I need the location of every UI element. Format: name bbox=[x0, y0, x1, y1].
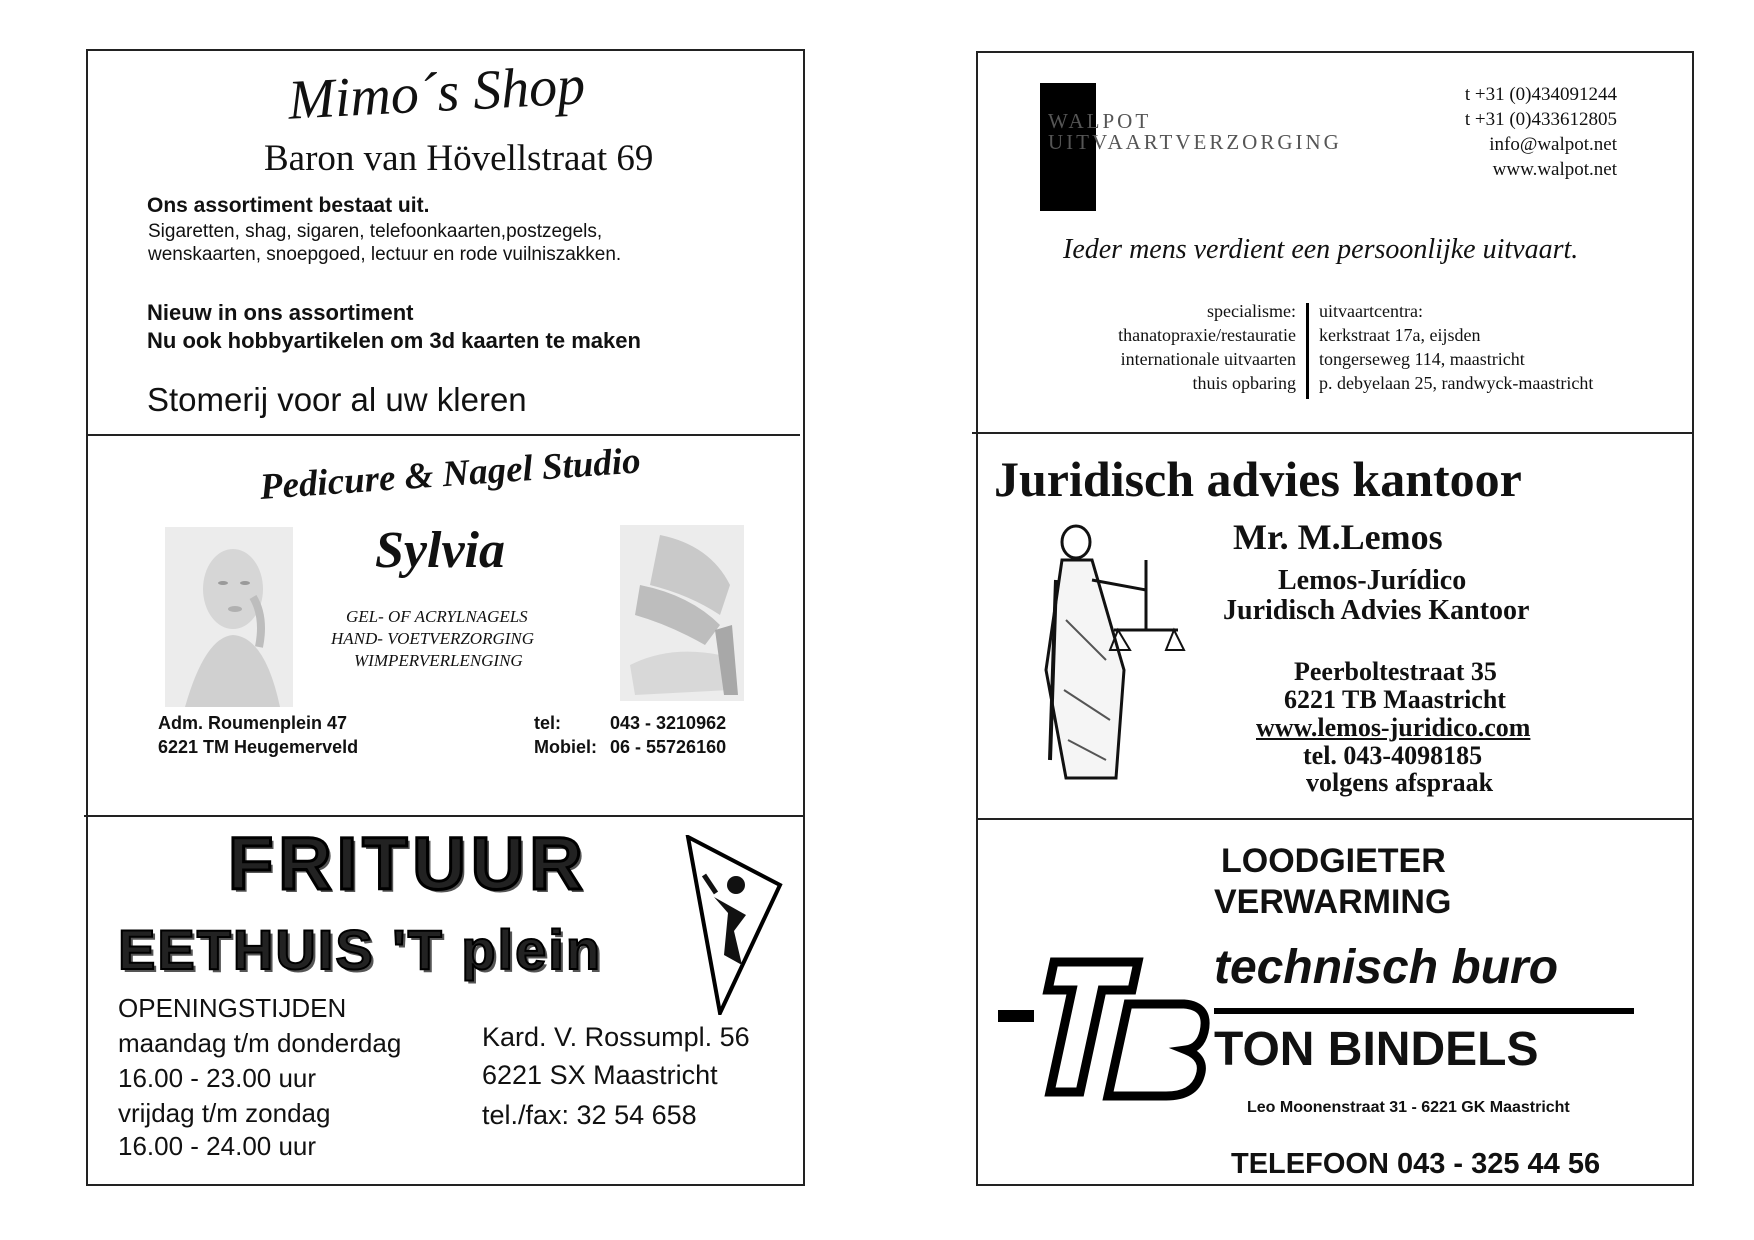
tb-company-rule bbox=[1214, 1008, 1634, 1014]
walpot-logo-line-2: UITVAARTVERZORGING bbox=[1048, 130, 1342, 154]
sylvia-mobile-label: Mobiel: bbox=[534, 737, 597, 757]
frituur-hours-3: vrijdag t/m zondag bbox=[118, 1098, 331, 1128]
mimos-assortment-line-1: Sigaretten, shag, sigaren, telefoonkaarten,postzegels, bbox=[148, 221, 603, 242]
tb-phone: TELEFOON 043 - 325 44 56 bbox=[1231, 1148, 1601, 1180]
walpot-left-2: thanatopraxie/restauratie bbox=[1118, 325, 1296, 345]
hands-feet-photo-graphic bbox=[620, 525, 744, 701]
juridisch-title: Juridisch advies kantoor bbox=[994, 451, 1522, 507]
walpot-left-1: specialisme: bbox=[1207, 301, 1296, 321]
walpot-phone-2: t +31 (0)433612805 bbox=[1464, 109, 1617, 130]
tb-logo-text: TB bbox=[1134, 1074, 1148, 1085]
juridisch-street: Peerboltestraat 35 bbox=[1294, 657, 1497, 686]
sylvia-heading: Pedicure & Nagel Studio bbox=[258, 440, 642, 508]
walpot-right-1: uitvaartcentra: bbox=[1319, 301, 1423, 321]
sylvia-service-2: HAND- VOETVERZORGING bbox=[331, 629, 535, 648]
face-photo bbox=[165, 527, 293, 707]
sylvia-service-3: WIMPERVERLENGING bbox=[354, 651, 523, 670]
tb-service-1: LOODGIETER bbox=[1221, 842, 1446, 880]
juridisch-city: 6221 TB Maastricht bbox=[1284, 685, 1506, 714]
mimos-address: Baron van Hövellstraat 69 bbox=[264, 138, 654, 179]
walpot-left-3: internationale uitvaarten bbox=[1120, 349, 1296, 369]
juridisch-firm-2: Juridisch Advies Kantoor bbox=[1223, 595, 1530, 626]
frituur-subtitle: EETHUIS 'T plein bbox=[118, 918, 603, 981]
frituur-phone: tel./fax: 32 54 658 bbox=[482, 1100, 697, 1130]
walpot-phone-1: t +31 (0)434091244 bbox=[1464, 84, 1617, 105]
walpot-right-4: p. debyelaan 25, randwyck-maastricht bbox=[1319, 373, 1594, 393]
frituur-title: FRITUUR bbox=[228, 822, 588, 905]
sylvia-mobile-value: 06 - 55726160 bbox=[610, 737, 727, 757]
sylvia-address-1: Adm. Roumenplein 47 bbox=[158, 713, 348, 733]
walpot-logo-line-1: WALPOT bbox=[1048, 109, 1152, 133]
chef-pennant bbox=[684, 835, 784, 1020]
frituur-hours-2: 16.00 - 23.00 uur bbox=[118, 1063, 317, 1093]
frituur-hours-heading: OPENINGSTIJDEN bbox=[118, 993, 347, 1023]
juridisch-ad bbox=[978, 434, 1692, 818]
chef-icon bbox=[684, 835, 784, 1015]
tb-logo bbox=[998, 952, 1218, 1107]
sylvia-name: Sylvia bbox=[375, 522, 505, 579]
tb-service-2: VERWARMING bbox=[1214, 883, 1452, 921]
frituur-ad bbox=[88, 817, 803, 1184]
juridisch-note: volgens afspraak bbox=[1306, 768, 1494, 797]
walpot-left-4: thuis opbaring bbox=[1192, 373, 1296, 393]
walpot-ad bbox=[978, 53, 1692, 432]
mimos-assortment-line-2: wenskaarten, snoepgoed, lectuur en rode vuilniszakken. bbox=[148, 244, 622, 265]
tb-company-2: TON BINDELS bbox=[1214, 1023, 1539, 1076]
walpot-email: info@walpot.net bbox=[1489, 134, 1617, 155]
walpot-web: www.walpot.net bbox=[1492, 159, 1617, 180]
mimos-title: Mimo´s Shop bbox=[286, 54, 587, 132]
frituur-address-1: Kard. V. Rossumpl. 56 bbox=[482, 1022, 750, 1052]
walpot-right-2: kerkstraat 17a, eijsden bbox=[1319, 325, 1481, 345]
sylvia-tel-value: 043 - 3210962 bbox=[610, 713, 727, 733]
frituur-hours-4: 16.00 - 24.00 uur bbox=[118, 1131, 317, 1161]
juridisch-person: Mr. M.Lemos bbox=[1233, 517, 1443, 557]
mimos-new-line-1: Nieuw in ons assortiment bbox=[147, 300, 414, 325]
tb-logo-graphic bbox=[998, 952, 1218, 1102]
juridisch-firm-1: Lemos-Jurídico bbox=[1278, 565, 1467, 596]
tb-ad bbox=[978, 820, 1692, 1184]
mimos-assortment-heading: Ons assortiment bestaat uit. bbox=[147, 194, 430, 217]
walpot-right-3: tongerseweg 114, maastricht bbox=[1319, 349, 1525, 369]
juridisch-web-link[interactable]: www.lemos-juridico.com bbox=[1256, 713, 1531, 742]
sylvia-service-1: GEL- OF ACRYLNAGELS bbox=[346, 607, 528, 626]
tb-address: Leo Moonenstraat 31 - 6221 GK Maastricht bbox=[1247, 1099, 1570, 1116]
sylvia-ad bbox=[88, 436, 803, 815]
walpot-slogan: Ieder mens verdient een persoonlijke uitvaart. bbox=[1063, 234, 1579, 265]
mimos-dry-cleaning: Stomerij voor al uw kleren bbox=[147, 381, 527, 418]
mimos-new-line-2: Nu ook hobbyartikelen om 3d kaarten te maken bbox=[147, 328, 641, 353]
justitia-icon bbox=[1006, 520, 1186, 784]
face-photo-graphic bbox=[165, 527, 293, 707]
hands-feet-photo bbox=[620, 525, 744, 701]
walpot-column-rule bbox=[1306, 303, 1309, 399]
juridisch-tel: tel. 043-4098185 bbox=[1303, 741, 1483, 770]
frituur-hours-1: maandag t/m donderdag bbox=[118, 1028, 402, 1058]
mimos-shop-ad bbox=[88, 51, 803, 434]
frituur-address-2: 6221 SX Maastricht bbox=[482, 1060, 718, 1090]
tb-company-1: technisch buro bbox=[1214, 941, 1559, 994]
sylvia-address-2: 6221 TM Heugemerveld bbox=[158, 737, 359, 757]
justitia-figure bbox=[1006, 520, 1186, 789]
sylvia-tel-label: tel: bbox=[534, 713, 561, 733]
